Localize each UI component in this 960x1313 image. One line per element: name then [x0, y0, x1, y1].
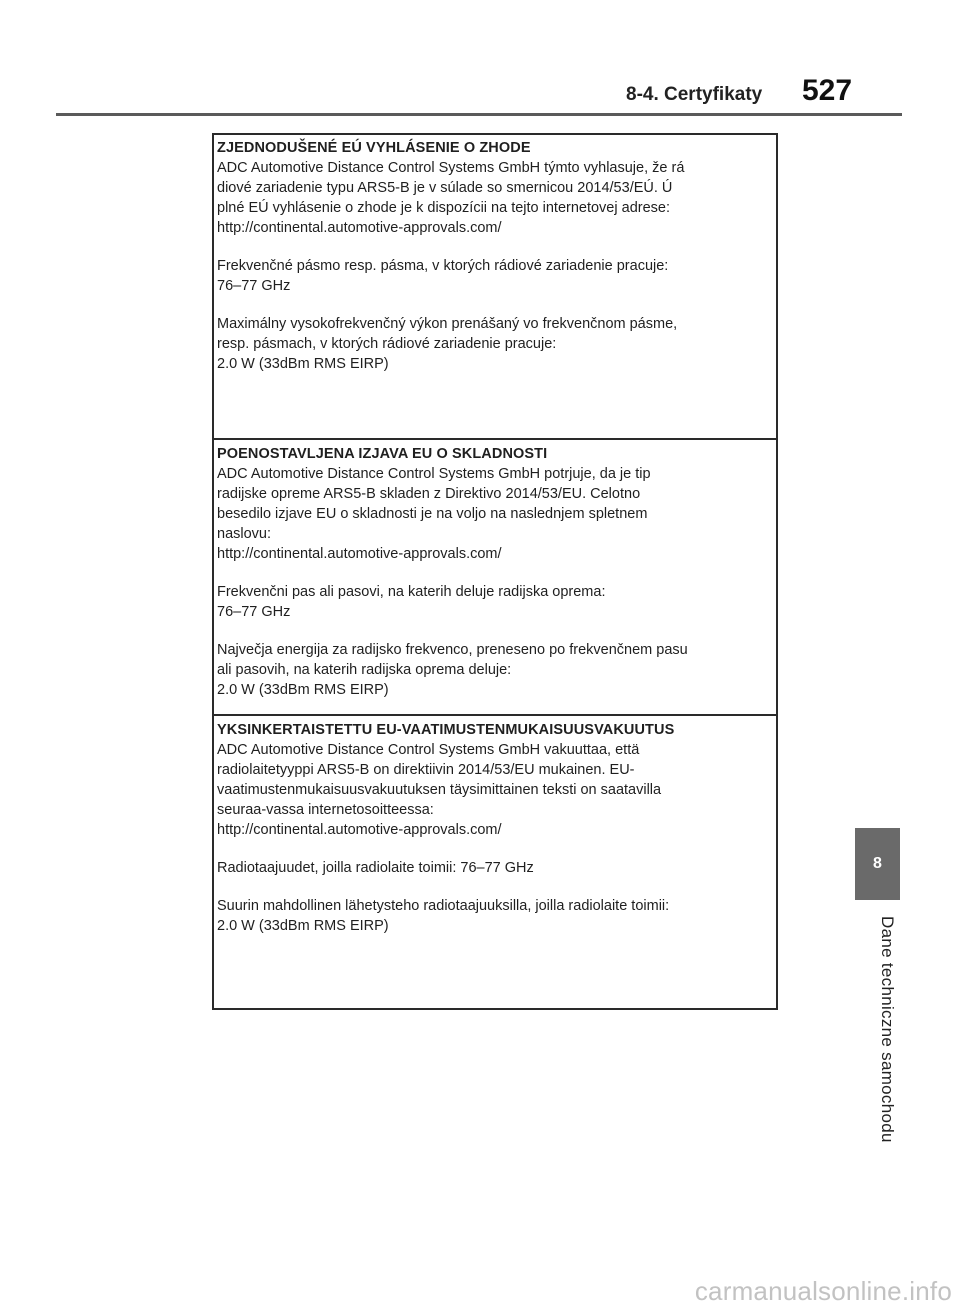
paragraph: Maximálny vysokofrekvenčný výkon prenášaný vo frekvenčnom pásme, resp. pásmach, v ktorých rádiové zariadenie pracuje: 2.0 W (33dBm RMS EIRP) [217, 316, 678, 372]
paragraph: ADC Automotive Distance Control Systems GmbH týmto vyhlasuje, že rá diové zariadenie typu ARS5-B je v súlade so smernicou 2014/53/EÚ. Ú plné EÚ vyhlásenie o zhode je k dispozícii na tejto internetovej adrese: http://continental.automotive-approvals.com/ [217, 160, 685, 236]
paragraph: Frekvenčné pásmo resp. pásma, v ktorých rádiové zariadenie pracuje: 76–77 GHz [217, 258, 669, 294]
paragraph: ADC Automotive Distance Control Systems GmbH potrjuje, da je tip radijske opreme ARS5-B skladen z Direktivo 2014/53/EU. Celotno besedilo izjave EU o skladnosti je na voljo na naslednjem spletnem naslovu: http://continental.automotive-approvals.com/ [217, 466, 651, 562]
paragraph: Suurin mahdollinen lähetysteho radiotaajuuksilla, joilla radiolaite toimii: 2.0 W (33dBm RMS EIRP) [217, 898, 670, 934]
paragraph: Radiotaajuudet, joilla radiolaite toimii: 76–77 GHz [217, 860, 534, 876]
section-slovak [217, 135, 773, 437]
section-finnish [217, 717, 773, 1009]
watermark: carmanualsonline.info [694, 1276, 952, 1306]
chapter-label: Dane techniczne samochodu [878, 916, 897, 1143]
header-rule [56, 113, 902, 116]
section-divider [214, 714, 776, 716]
page-number: 527 [802, 74, 853, 107]
section-title: POENOSTAVLJENA IZJAVA EU O SKLADNOSTI [217, 446, 548, 462]
header-section-title: 8-4. Certyfikaty [626, 84, 763, 105]
section-title: ZJEDNODUŠENÉ EÚ VYHLÁSENIE O ZHODE [217, 140, 531, 156]
chapter-tab[interactable] [855, 828, 900, 900]
certificate-box [212, 133, 778, 1010]
paragraph: Frekvenčni pas ali pasovi, na katerih deluje radijska oprema: 76–77 GHz [217, 584, 606, 620]
section-slovenian [217, 441, 773, 713]
section-title: YKSINKERTAISTETTU EU-VAATIMUSTENMUKAISUUSVAKUUTUS [217, 722, 675, 738]
paragraph: ADC Automotive Distance Control Systems GmbH vakuuttaa, että radiolaitetyyppi ARS5-B on direktiivin 2014/53/EU mukainen. EU- vaatimustenmukaisuusvakuutuksen täysimittainen teksti on saatavilla seuraa-vassa internetosoitteessa: http://continental.automotive-approvals.com/ [217, 742, 662, 838]
paragraph: Največja energija za radijsko frekvenco, preneseno po frekvenčnem pasu ali pasovih, na katerih radijska oprema deluje: 2.0 W (33dBm RMS EIRP) [217, 642, 688, 698]
section-divider [214, 438, 776, 440]
chapter-number: 8 [873, 855, 882, 872]
